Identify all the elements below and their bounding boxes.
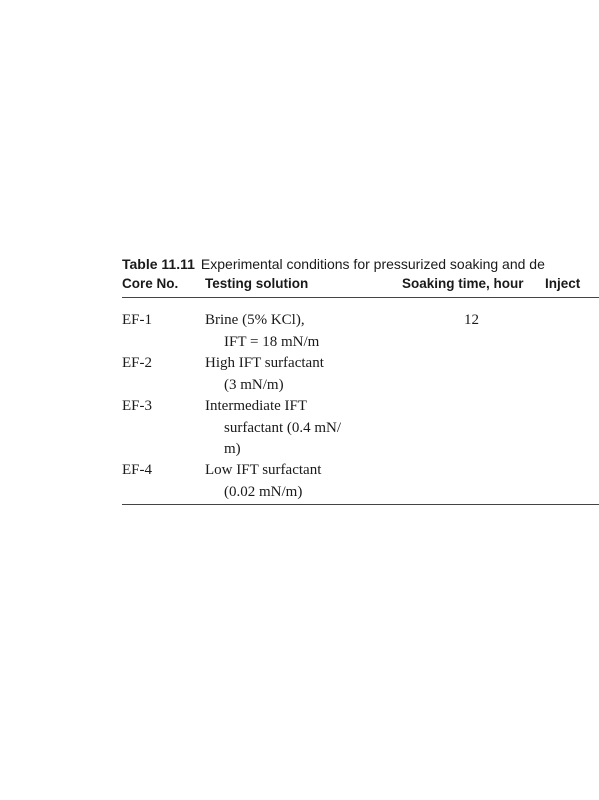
solution-line: Low IFT surfactant (205, 462, 322, 478)
cell-testing-solution (205, 353, 365, 396)
cell-core-no: EF-4 (122, 462, 152, 478)
header-soaking-time: Soaking time, hour (402, 276, 524, 291)
experimental-conditions-table (122, 255, 599, 505)
cell-testing-solution (205, 310, 365, 353)
cell-core-no: EF-3 (122, 398, 152, 414)
table-header-row (122, 273, 599, 297)
cell-core-no: EF-1 (122, 312, 152, 328)
header-injection: Inject (545, 276, 581, 291)
header-core-no: Core No. (122, 276, 179, 291)
bottom-rule (122, 504, 599, 505)
table-body (122, 298, 599, 504)
solution-line: (0.02 mN/m) (224, 483, 303, 500)
solution-line: Intermediate IFT (205, 398, 308, 414)
solution-line: High IFT surfactant (205, 355, 324, 371)
table-label: Table 11.11 (122, 256, 195, 272)
cell-testing-solution (205, 460, 365, 503)
cell-core-no: EF-2 (122, 355, 152, 371)
solution-line: Brine (5% KCl), (205, 312, 305, 328)
solution-line: m) (224, 441, 241, 457)
cell-soaking-time: 12 (464, 312, 479, 328)
header-testing-solution: Testing solution (205, 276, 309, 291)
table-caption (122, 255, 599, 273)
table-caption-text: Experimental conditions for pressurized soaking and de (200, 256, 545, 272)
cell-testing-solution (205, 396, 365, 461)
solution-line: (3 mN/m) (224, 376, 284, 393)
solution-line: surfactant (0.4 mN/ (224, 419, 342, 436)
solution-line: IFT = 18 mN/m (224, 333, 320, 350)
